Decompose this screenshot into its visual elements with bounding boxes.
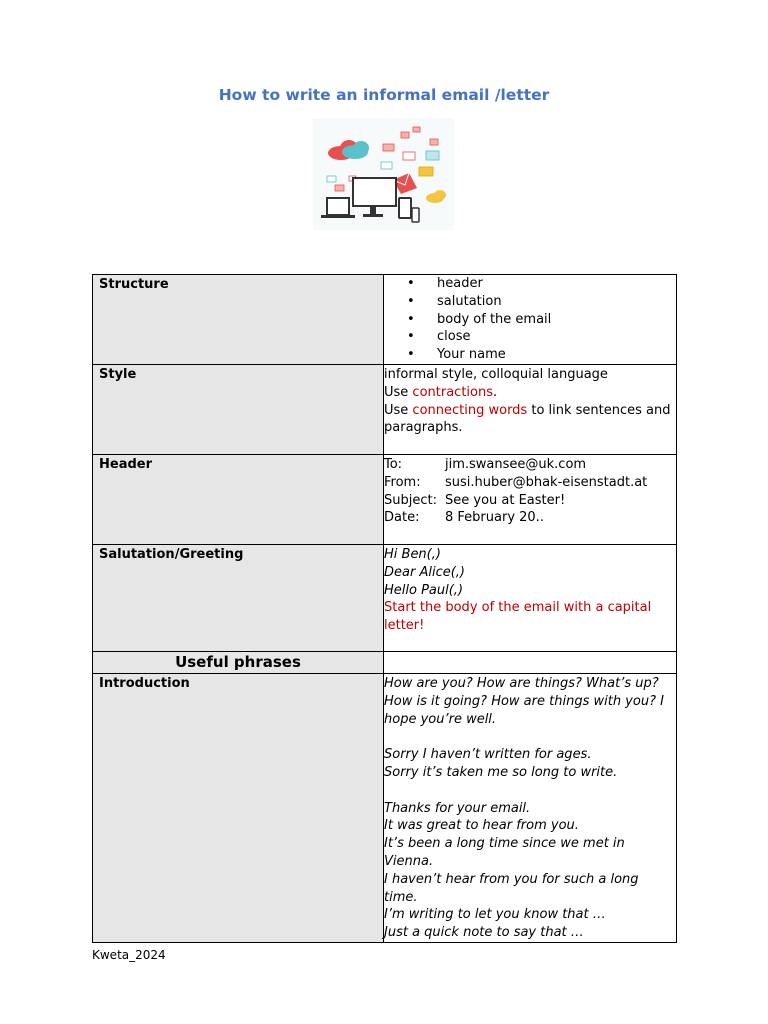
- phrase: Thanks for your email.: [384, 800, 531, 816]
- phrase: How are you? How are things? What’s up? How is it going? How are things with you? I hope you’re well.: [384, 676, 664, 727]
- list-item: • header: [384, 275, 676, 293]
- row-label-header: Header: [99, 457, 153, 472]
- phrase: It’s been a long time since we met in Vienna.: [384, 836, 625, 869]
- salutation-note: Start the body of the email with a capital letter!: [384, 600, 652, 634]
- highlight-text: contractions: [412, 384, 493, 400]
- list-item: • body of the email: [384, 311, 676, 329]
- list-item: • salutation: [384, 293, 676, 311]
- row-label-structure: Structure: [99, 277, 169, 292]
- header-field-date: Date: 8 February 20..: [384, 510, 544, 526]
- phrase: Just a quick note to say that …: [384, 925, 584, 941]
- table-row: [93, 275, 677, 365]
- list-item: • close: [384, 328, 676, 346]
- page-title: How to write an informal email /letter: [218, 86, 550, 104]
- footer-text: Kweta_2024: [92, 948, 166, 962]
- header-field-to: To: jim.swansee@uk.com: [384, 457, 587, 472]
- salutation-example: Dear Alice(,): [384, 564, 465, 580]
- row-label-salutation: Salutation/Greeting: [99, 547, 244, 562]
- phrase: Sorry I haven’t written for ages.: [384, 747, 592, 763]
- header-field-from: From: susi.huber@bhak-eisenstadt.at: [384, 474, 648, 490]
- style-line: Use contractions.: [384, 384, 498, 400]
- table-row: [93, 674, 677, 943]
- phrase: Sorry it’s taken me so long to write.: [384, 764, 618, 780]
- table-row: [93, 365, 677, 455]
- email-devices-illustration: [313, 118, 454, 230]
- salutation-example: Hi Ben(,): [384, 547, 441, 562]
- email-structure-table: [92, 274, 677, 943]
- section-heading: Useful phrases: [175, 653, 301, 671]
- structure-list: [384, 275, 676, 364]
- list-item: • Your name: [384, 346, 676, 364]
- row-label-style: Style: [99, 367, 137, 382]
- style-line: Use connecting words to link sentences and paragraphs.: [384, 402, 671, 436]
- style-line: informal style, colloquial language: [384, 367, 608, 382]
- row-label-introduction: Introduction: [99, 676, 190, 691]
- salutation-example: Hello Paul(,): [384, 582, 464, 598]
- phrase: I haven’t hear from you for such a long time.: [384, 871, 639, 905]
- table-row: [93, 455, 677, 545]
- highlight-text: connecting words: [412, 402, 528, 418]
- phrase: I’m writing to let you know that …: [384, 907, 606, 923]
- table-row: [93, 652, 677, 674]
- phrase: It was great to hear from you.: [384, 818, 579, 834]
- table-row: [93, 545, 677, 652]
- header-field-subject: Subject: See you at Easter!: [384, 492, 566, 508]
